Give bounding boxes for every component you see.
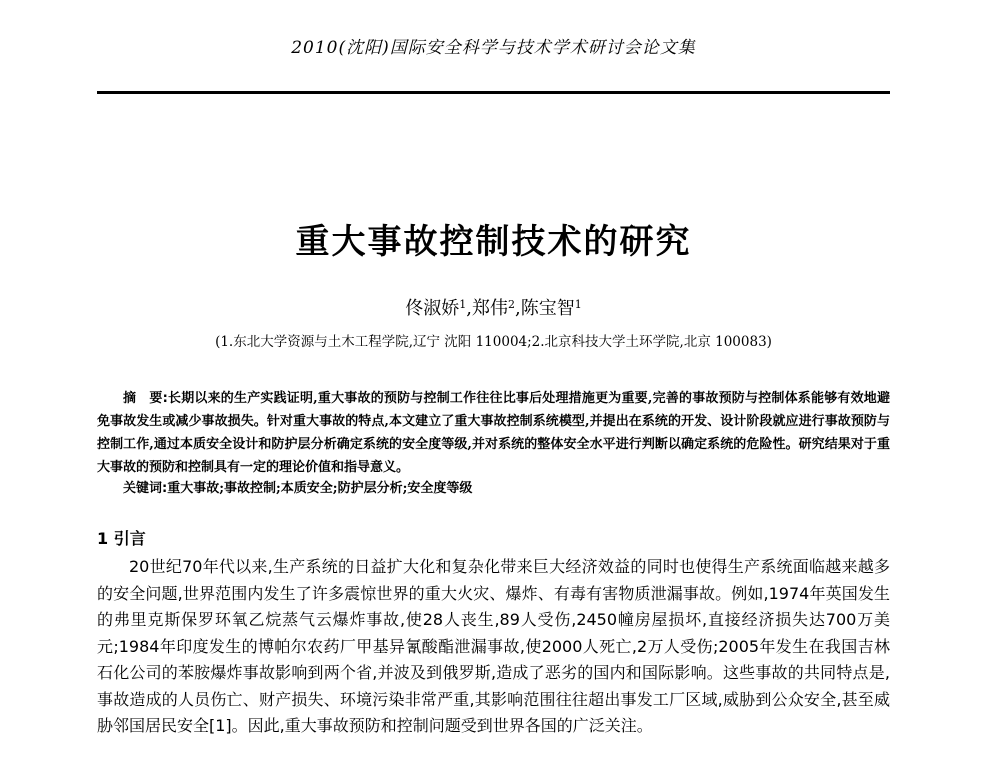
abstract-text: 长期以来的生产实践证明,重大事故的预防与控制工作往往比事后处理措施更为重要,完善的事故预防与控制体系能够有效地避免事故发生或减少事故损失。针对重大事故的特点,本文建立了重大事故控制系统模型,并提出在系统的开发、设计阶段就应进行事故预防与控制工作,通过本质安全设计和防护层分析确定系统的安全度等级,并对系统的整体安全水平进行判断以确定系统的危险性。研究结果对于重大事故的预防和控制具有一定的理论价值和指导意义。 — [97, 391, 890, 475]
author-name: 陈宝智 — [520, 298, 575, 319]
author-separator: , — [515, 298, 521, 319]
author-affiliation-mark: 2 — [508, 298, 515, 311]
author-name: 郑伟 — [472, 298, 508, 319]
author-affiliation-mark: 1 — [574, 298, 582, 311]
running-header: 2010(沈阳)国际安全科学与技术学术研讨会论文集 — [291, 38, 696, 58]
paper-title: 重大事故控制技术的研究 — [295, 222, 692, 262]
keywords — [97, 478, 890, 500]
author-affiliation-mark: 1 — [459, 298, 467, 311]
author-name: 佟淑娇 — [405, 298, 460, 319]
abstract — [97, 387, 890, 479]
affiliation: (1.东北大学资源与土木工程学院,辽宁 沈阳 110004;2.北京科技大学土环学院,北京 100083) — [215, 334, 772, 350]
section-body-text: 20世纪70年代以来,生产系统的日益扩大化和复杂化带来巨大经济效益的同时也使得生产系统面临越来越多的安全问题,世界范围内发生了许多震惊世界的重大火灾、爆炸、有毒有害物质泄漏事故。例如,1974年英国发生的弗里克斯保罗环氧乙烷蒸气云爆炸事故,使28人丧生,89人受伤,2450幢房屋损坏,直接经济损失达700万美元;1984年印度发生的博帕尔农药厂甲基异氰酸酯泄漏事故,使2000人死亡,2万人受伤;2005年发生在我国吉林石化公司的苯胺爆炸事故影响到两个省,并波及到俄罗斯,造成了恶劣的国内和国际影响。这些事故的共同特点是,事故造成的人员伤亡、财产损失、环境污染非常严重,其影响范围往往超出事发工厂区域,威胁到公众安全,甚至威胁邻国居民安全[1]。因此,重大事故预防和控制问题受到世界各国的广泛关注。 — [97, 557, 890, 735]
author-separator: , — [466, 298, 472, 319]
author-list — [97, 296, 890, 322]
keywords-label: 关键词: — [123, 481, 168, 496]
abstract-label: 摘 要: — [123, 391, 168, 406]
header-rule — [97, 91, 890, 94]
section-heading: 1 引言 — [97, 529, 146, 548]
keywords-text: 重大事故;事故控制;本质安全;防护层分析;安全度等级 — [167, 481, 473, 496]
